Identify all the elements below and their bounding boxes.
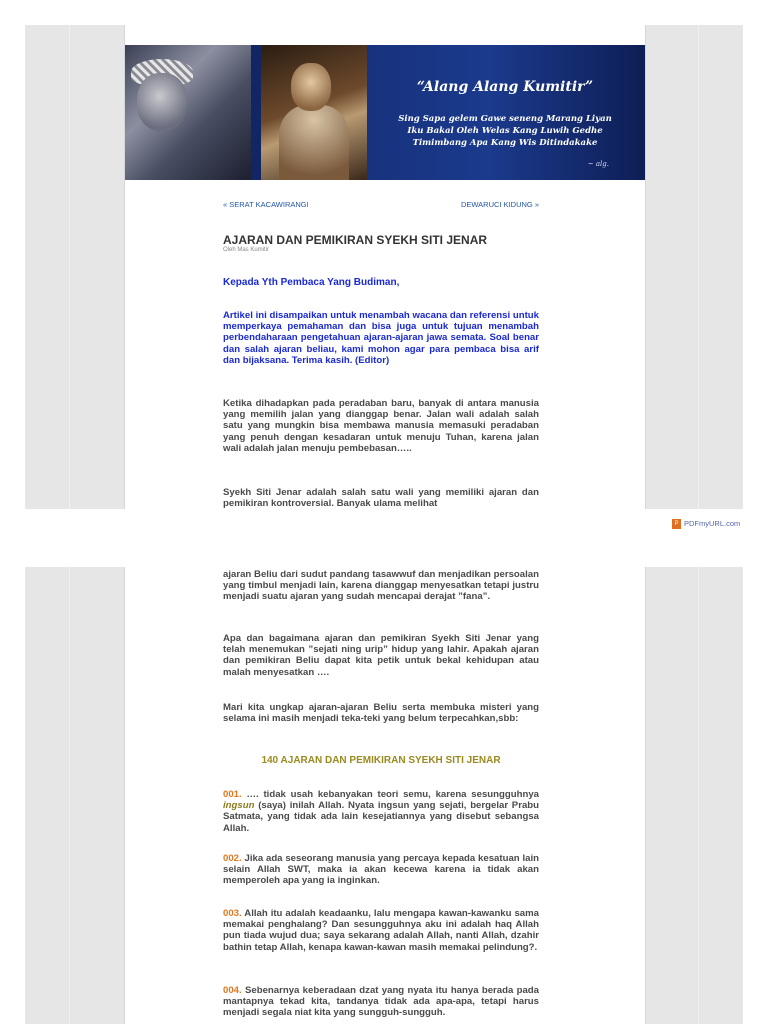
editor-note-block [223,310,539,366]
photo-body-shape [279,105,349,180]
page-gutter-left [69,25,70,509]
section-heading-block [223,755,539,766]
page-gutter-right [698,25,699,509]
banner-verse [380,113,630,149]
page-gutter-right [698,567,699,1024]
page-sheet [124,567,646,1024]
list-item [223,789,539,834]
numbered-item-001 [223,789,539,834]
photo-face-shape [137,73,187,131]
article-byline: Oleh Mas Kumitir [223,247,270,253]
banner-verse-line: Timimbang Apa Kang Wis Ditindakake [412,138,598,148]
numbered-item-004 [223,985,539,1019]
item-highlight: ingsun [223,800,255,812]
paragraph-block [223,398,539,454]
item-text: (saya) inilah Allah. Nyata ingsun yang sejati, bergelar Prabu Satmata, yang tidak ada lain kesejatiannya yang disebut sebangsa Allah. [223,800,539,834]
article-paragraph: Mari kita ungkap ajaran-ajaran Beliu serta membuka misteri yang selama ini masih menjadi teka-teki yang belum terpecahkan,sbb: [223,702,539,725]
numbered-item-002 [223,853,539,887]
numbered-item-003 [223,908,539,953]
editor-note: Artikel ini disampaikan untuk menambah wacana dan referensi untuk memperkaya pemahaman dan bisa juga untuk tujuan menambah perbendaharaan pengetahuan ajaran-ajaran jawa semata. Soal benar dan salah ajaran beliau, kami mohon agar para pembaca bisa arif dan bijaksana. Terima kasih. (Editor) [223,310,539,366]
item-text: Sebenarnya keberadaan dzat yang nyata itu hanya berada pada mantapnya tekad kita, tandanya tidak ada apa-apa, tetapi harus menjadi segala niat kita yang sungguh-sungguh. [223,985,539,1019]
pdf-badge-label: PDFmyURL.com [684,519,741,528]
greeting-text: Kepada Yth Pembaca Yang Budiman, [223,277,400,288]
list-item [223,985,539,1019]
list-item [223,908,539,953]
article-header [223,233,539,253]
paragraph-block [223,569,539,603]
article-title: AJARAN DAN PEMIKIRAN SYEKH SITI JENAR [223,233,488,247]
section-title: 140 AJARAN DAN PEMIKIRAN SYEKH SITI JENAR [261,755,501,766]
prev-post-link[interactable]: « SERAT KACAWIRANGI [223,200,309,209]
pdf-icon: P [672,519,681,529]
item-number: 003. [223,908,242,919]
banner-title: “Alang Alang Kumitir” [416,79,594,95]
pdf-page-1 [25,25,743,509]
item-number: 001. [223,789,242,800]
item-text: Jika ada seseorang manusia yang percaya kepada kesatuan lain selain Allah SWT, maka ia akan kecewa karena ia tidak akan memperoleh apa yang ia inginkan. [223,853,539,887]
paragraph-block [223,702,539,724]
item-number: 004. [223,985,242,996]
article-paragraph: Syekh Siti Jenar adalah salah satu wali yang memiliki ajaran dan pemikiran kontroversial. Banyak ulama melihat [223,487,539,510]
paragraph-block [223,633,539,678]
item-number: 002. [223,853,242,864]
banner-photo-elder [261,45,367,180]
banner-signature: ~ alg. [587,160,609,168]
next-post-link[interactable]: DEWARUCI KIDUNG » [460,200,539,209]
banner-verse-line: Sing Sapa gelem Gawe seneng Marang Liyan [398,114,612,124]
list-item [223,853,539,887]
banner-verse-line: Iku Bakal Oleh Welas Kang Luwih Gedhe [407,126,603,136]
photo-face-shape [291,63,331,111]
article-paragraph: ajaran Beliu dari sudut pandang tasawwuf dan menjadikan persoalan yang timbul menjadi lain, karena dianggap menyesatkan tetapi justru menjadi suatu ajaran yang sudah mencapai derajat ”fana”. [223,569,539,603]
item-text: Allah itu adalah keadaanku, lalu mengapa kawan-kawanku sama memakai penghalang? Dan sesungguhnya aku ini adalah haq Allah pun tiada wujud dua; saya sekarang adalah Allah, nanti Allah, dzahir bathin tetap Allah, kenapa kawan-kawan masih memakai pelindung?. [223,908,539,953]
banner-photo-artist [125,45,251,180]
item-text: …. tidak usah kebanyakan teori semu, karena sesungguhnya [241,789,539,800]
pdfmyurl-badge[interactable] [672,519,740,529]
post-navigation [223,200,539,212]
header-banner [125,45,645,180]
greeting-block [223,277,539,288]
paragraph-block [223,487,539,509]
page-gutter-left [69,567,70,1024]
page-sheet [124,25,646,509]
pdf-page-2 [25,567,743,1024]
article-paragraph: Ketika dihadapkan pada peradaban baru, banyak di antara manusia yang memilih jalan yang dianggap benar. Jalan wali adalah salah satu yang mungkin bisa membawa manusia memasuki peradaban yang penuh dengan kesadaran untuk menuju Tuhan, karena jalan wali adalah jalan menuju pembebasan….. [223,398,539,454]
article-paragraph: Apa dan bagaimana ajaran dan pemikiran Syekh Siti Jenar yang telah menemukan ”sejati ning urip” hidup yang lahir. Apakah ajaran dan pemikiran Beliu dapat kita petik untuk bekal kehidupan atau malah menyesatkan …. [223,633,539,678]
